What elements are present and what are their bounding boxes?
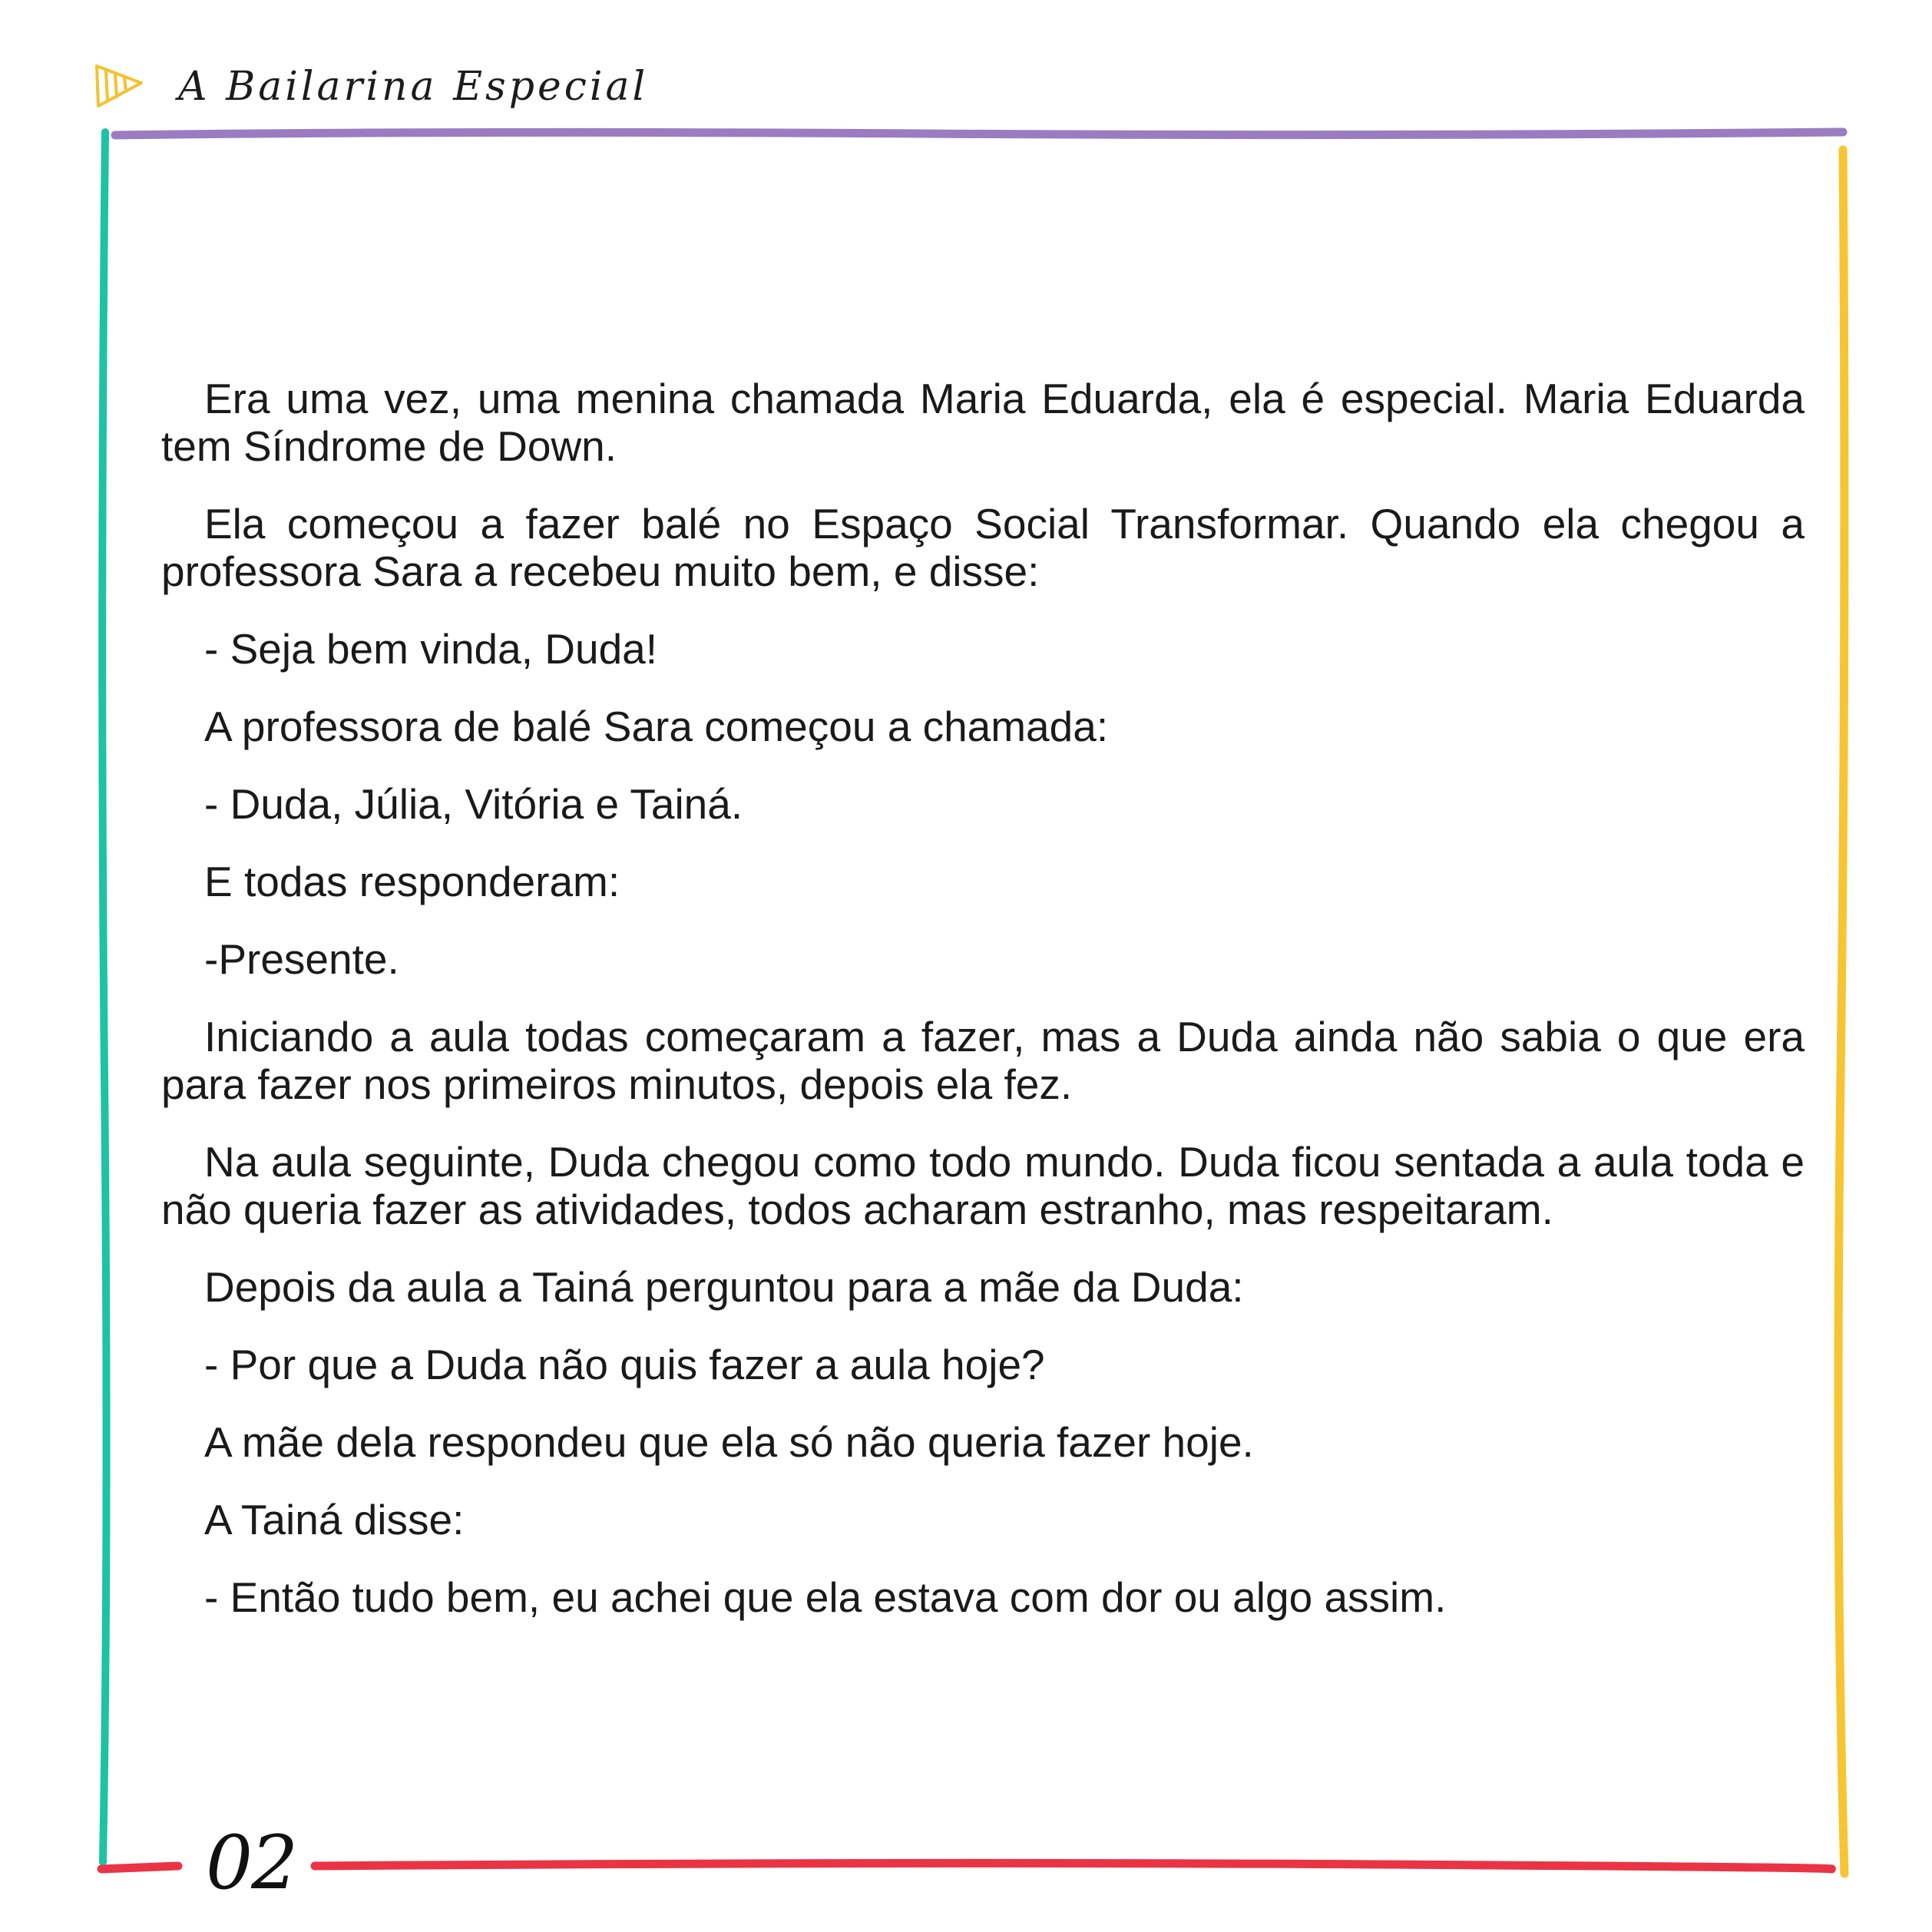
story-paragraph: A mãe dela respondeu que ela só não queria fazer hoje. bbox=[204, 1418, 1254, 1466]
left-border bbox=[102, 132, 106, 1862]
right-border bbox=[1838, 150, 1844, 1874]
story-paragraph: - Seja bem vinda, Duda! bbox=[204, 625, 658, 673]
page-title: A Bailarina Especial bbox=[178, 64, 649, 110]
story-text bbox=[161, 375, 1805, 1651]
story-paragraph: - Por que a Duda não quis fazer a aula hoje? bbox=[204, 1341, 1045, 1388]
bottom-border-left bbox=[101, 1866, 178, 1869]
story-paragraph: Depois da aula a Tainá perguntou para a mãe da Duda: bbox=[204, 1263, 1244, 1311]
story-paragraph: - Então tudo bem, eu achei que ela estava com dor ou algo assim. bbox=[204, 1573, 1447, 1621]
play-triangle-icon bbox=[92, 60, 146, 114]
story-paragraph: E todas responderam: bbox=[204, 858, 620, 905]
story-paragraph: - Duda, Júlia, Vitória e Tainá. bbox=[204, 780, 743, 828]
page-number: 02 bbox=[206, 1820, 297, 1906]
header bbox=[92, 52, 648, 121]
bottom-border-right bbox=[315, 1863, 1831, 1869]
story-paragraph: Ela começou a fazer balé no Espaço Social Transformar. Quando ela chegou a professora Sara a recebeu muito bem, e disse: bbox=[161, 500, 1805, 595]
top-border bbox=[115, 132, 1843, 135]
story-paragraph: Na aula seguinte, Duda chegou como todo mundo. Duda ficou sentada a aula toda e não queria fazer as atividades, todos acharam estranho, mas respeitaram. bbox=[161, 1138, 1805, 1233]
story-paragraph: A professora de balé Sara começou a chamada: bbox=[204, 703, 1109, 750]
story-paragraph: -Presente. bbox=[204, 935, 399, 983]
story-paragraph: A Tainá disse: bbox=[204, 1496, 465, 1543]
story-paragraph: Iniciando a aula todas começaram a fazer, mas a Duda ainda não sabia o que era para fazer nos primeiros minutos, depois ela fez. bbox=[161, 1013, 1805, 1108]
story-paragraph: Era uma vez, uma menina chamada Maria Eduarda, ela é especial. Maria Eduarda tem Síndrome de Down. bbox=[161, 375, 1805, 470]
